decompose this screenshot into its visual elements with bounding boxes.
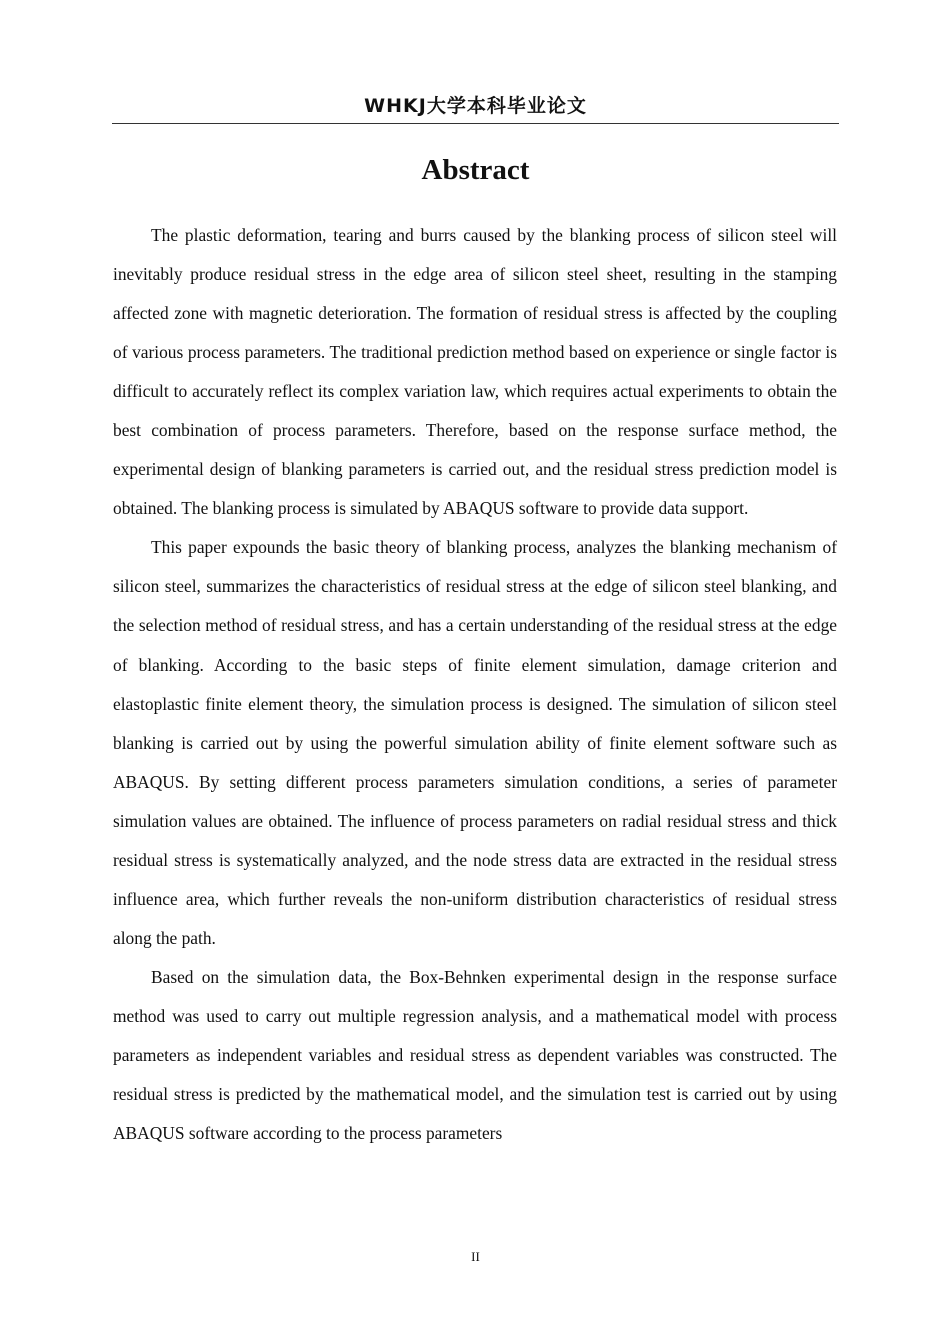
header-rule — [112, 123, 839, 124]
abstract-body — [113, 216, 837, 1153]
running-header: WHKJ大学本科毕业论文 — [364, 95, 587, 117]
abstract-paragraph-3: Based on the simulation data, the Box-Behnken experimental design in the response surface method was used to carry out multiple regression analysis, and a mathematical model with process parameters as independent variables and residual stress as dependent variables was constructed. The residual stress is predicted by the mathematical model, and the simulation test is carried out by using ABAQUS software according to the process parameters — [113, 966, 837, 1144]
abstract-paragraph-2: This paper expounds the basic theory of blanking process, analyzes the blanking mechanism of silicon steel, summarizes the characteristics of residual stress at the edge of silicon steel blanking, and the selection method of residual stress, and has a certain understanding of the residual stress at the edge of blanking. According to the basic steps of finite element simulation, damage criterion and elastoplastic finite element theory, the simulation process is designed. The simulation of silicon steel blanking is carried out by using the powerful simulation ability of finite element software such as ABAQUS. By setting different process parameters simulation conditions, a series of parameter simulation values are obtained. The influence of process parameters on radial residual stress and thick residual stress is systematically analyzed, and the node stress data are extracted in the residual stress influence area, which further reveals the non-uniform distribution characteristics of residual stress along the path. — [113, 537, 837, 948]
abstract-title: Abstract — [421, 154, 530, 186]
abstract-paragraph-1: The plastic deformation, tearing and burrs caused by the blanking process of silicon steel will inevitably produce residual stress in the edge area of silicon steel sheet, resulting in the stamping affected zone with magnetic deterioration. The formation of residual stress is affected by the coupling of various process parameters. The traditional prediction method based on experience or single factor is difficult to accurately reflect its complex variation law, which requires actual experiments to obtain the best combination of process parameters. Therefore, based on the response surface method, the experimental design of blanking parameters is carried out, and the residual stress prediction model is obtained. The blanking process is simulated by ABAQUS software to provide data support. — [113, 225, 837, 519]
page-number: II — [471, 1249, 480, 1264]
